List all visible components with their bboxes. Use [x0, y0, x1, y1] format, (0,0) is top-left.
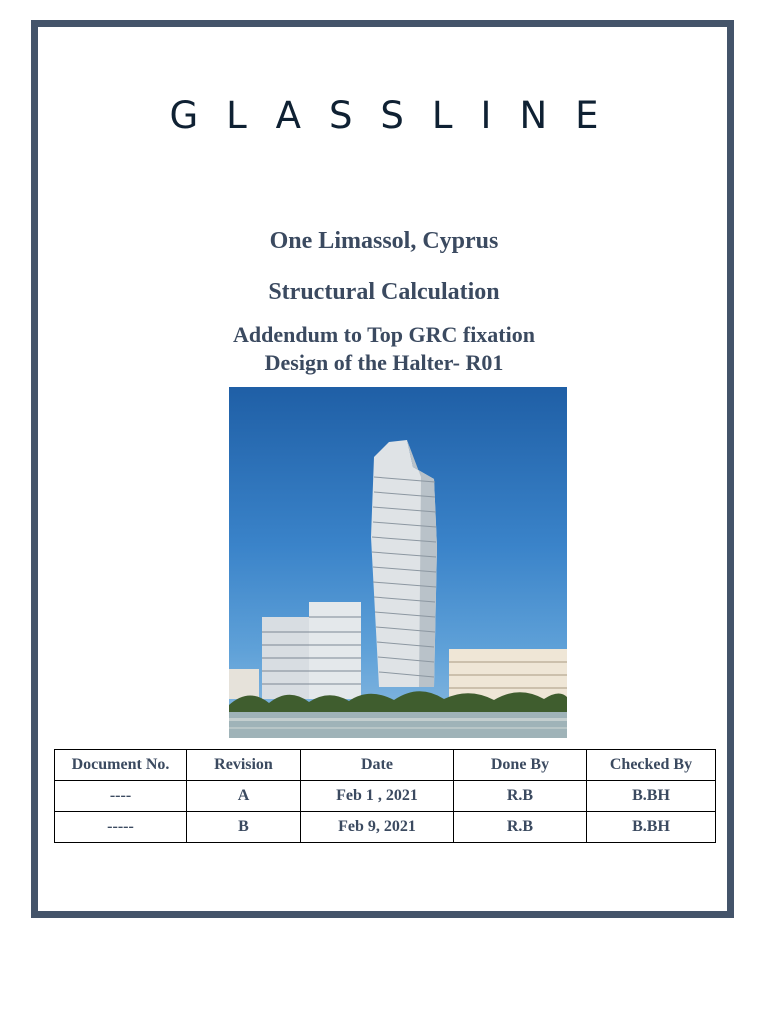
- cell-done-by: R.B: [454, 812, 587, 843]
- cell-done-by: R.B: [454, 781, 587, 812]
- tower-photo: [229, 387, 567, 738]
- header-revision: Revision: [187, 750, 301, 781]
- subtitle-line-1: Addendum to Top GRC fixation: [233, 322, 535, 347]
- table-row: [55, 781, 716, 812]
- document-title: Structural Calculation: [268, 279, 500, 305]
- subtitle-line-2: Design of the Halter- R01: [264, 350, 504, 375]
- cell-date: Feb 1 , 2021: [301, 781, 454, 812]
- cell-revision: A: [187, 781, 301, 812]
- header-done-by: Done By: [454, 750, 587, 781]
- project-title: One Limassol, Cyprus: [269, 228, 499, 254]
- company-logo: GLASSLINE: [169, 94, 627, 137]
- cell-checked-by: B.BH: [587, 812, 716, 843]
- table-header-row: [55, 750, 716, 781]
- header-date: Date: [301, 750, 454, 781]
- cell-checked-by: B.BH: [587, 781, 716, 812]
- header-document-no: Document No.: [55, 750, 187, 781]
- table-row: [55, 812, 716, 843]
- cell-date: Feb 9, 2021: [301, 812, 454, 843]
- header-checked-by: Checked By: [587, 750, 716, 781]
- revision-table: [54, 749, 716, 843]
- cell-revision: B: [187, 812, 301, 843]
- cell-document-no: ----: [55, 781, 187, 812]
- cell-document-no: -----: [55, 812, 187, 843]
